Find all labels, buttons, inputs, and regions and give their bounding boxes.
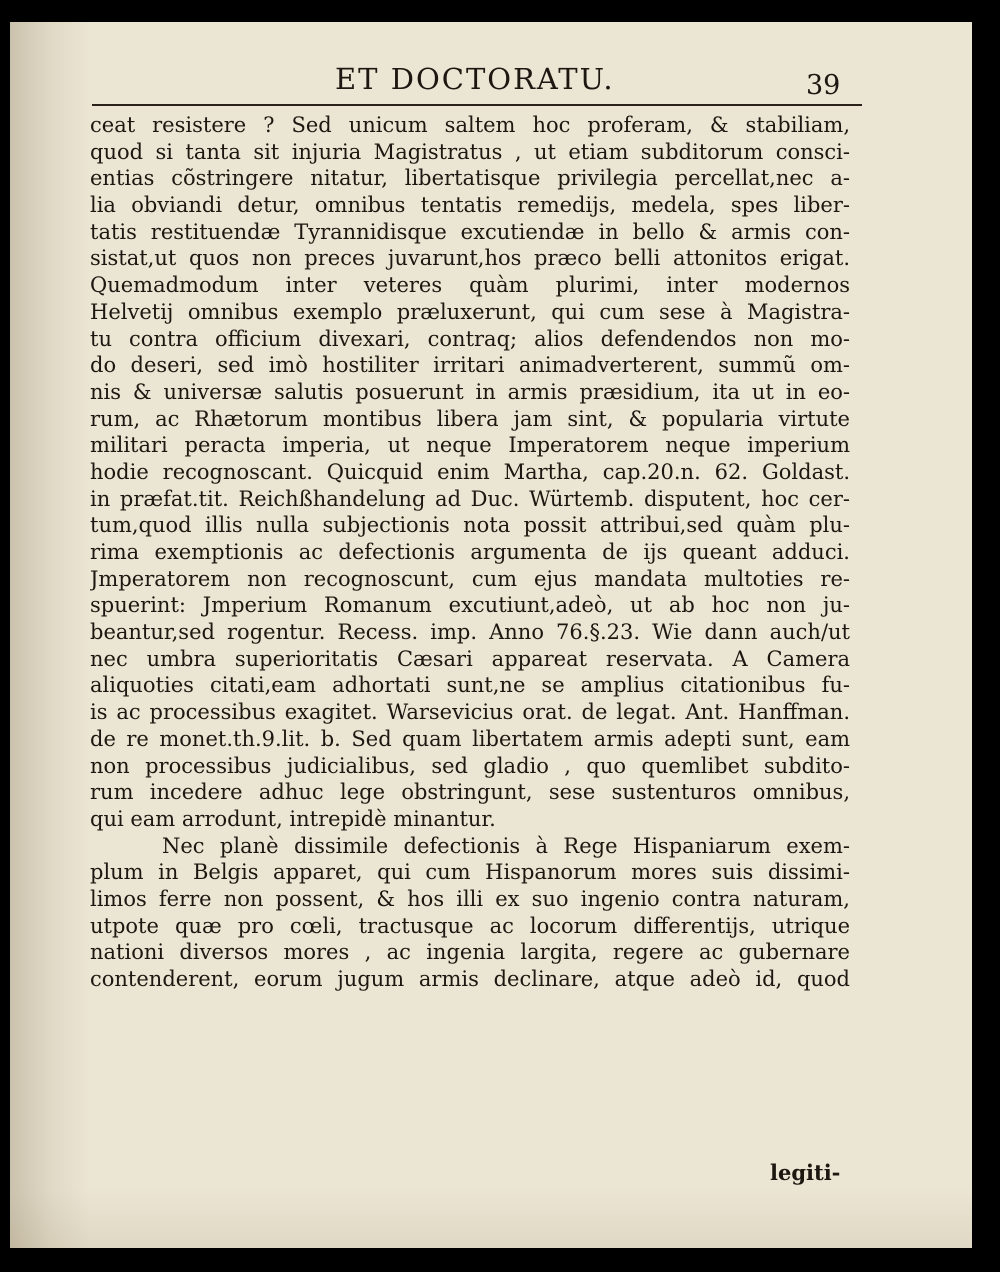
running-head — [10, 62, 972, 102]
text-line: Helvetij omnibus exemplo præluxerunt, qui cum sese à Magistra- — [90, 299, 850, 324]
book-page — [10, 22, 972, 1248]
text-line: Nec planè dissimile defectionis à Rege Hispaniarum exem- — [162, 833, 850, 858]
text-line: beantur,sed rogentur. Recess. imp. Anno 76.§.23. Wie dann auch/ut — [90, 620, 850, 645]
text-line: nationi diversos mores , ac ingenia largita, regere ac gubernare — [90, 940, 850, 965]
text-line: limos ferre non possent, & hos illi ex suo ingenio contra naturam, — [90, 886, 850, 911]
text-line: quod si tanta sit injuria Magistratus , ut etiam subditorum consci- — [90, 139, 850, 164]
body-text — [90, 112, 850, 993]
text-line: de re monet.th.9.lit. b. Sed quam libertatem armis adepti sunt, eam — [90, 726, 850, 751]
text-line: ceat resistere ? Sed unicum saltem hoc proferam, & stabiliam, — [90, 113, 850, 137]
text-line: rum incedere adhuc lege obstringunt, sese sustenturos omnibus, — [90, 780, 850, 805]
text-line: rima exemptionis ac defectionis argumenta de ijs queant adduci. — [90, 540, 850, 564]
text-line: aliquoties citati,eam adhortati sunt,ne se amplius citationibus fu- — [90, 673, 850, 698]
text-line: sistat,ut quos non preces juvarunt,hos præco belli attonitos erigat. — [90, 246, 850, 271]
text-line: tu contra officium divexari, contraq; alios defendendos non mo- — [90, 326, 850, 351]
text-line: in præfat.tit. Reichßhandelung ad Duc. Würtemb. disputent, hoc cer- — [90, 486, 850, 511]
text-line: Quemadmodum inter veteres quàm plurimi, inter modernos — [90, 273, 850, 298]
catchword: legiti- — [770, 1160, 841, 1185]
text-line: is ac processibus exagitet. Warsevicius orat. de legat. Ant. Hanffman. — [90, 700, 850, 725]
text-line: tum,quod illis nulla subjectionis nota possit attribui,sed quàm plu- — [90, 513, 850, 538]
text-line: militari peracta imperia, ut neque Imperatorem neque imperium — [90, 433, 850, 458]
running-head-title: ET DOCTORATU. — [335, 62, 615, 96]
text-line: nis & universæ salutis posuerunt in armis præsidium, ita ut in eo- — [90, 379, 850, 404]
text-line: tatis restituendæ Tyrannidisque excutiendæ in bello & armis con- — [90, 219, 850, 244]
text-line: do deseri, sed imò hostiliter irritari animadverterent, summũ om- — [90, 353, 850, 378]
head-rule — [92, 104, 862, 106]
text-line: plum in Belgis apparet, qui cum Hispanorum mores suis dissimi- — [90, 860, 850, 885]
text-line: non processibus judicialibus, sed gladio , quo quemlibet subdito- — [90, 753, 850, 778]
text-line: spuerint: Jmperium Romanum excutiunt,adeò, ut ab hoc non ju- — [90, 593, 850, 618]
text-line: nec umbra superioritatis Cæsari appareat reservata. A Camera — [90, 646, 850, 671]
text-line: rum, ac Rhætorum montibus libera jam sint, & popularia virtute — [90, 406, 850, 431]
text-line: Jmperatorem non recognoscunt, cum ejus mandata multoties re- — [90, 566, 850, 591]
text-line: contenderent, eorum jugum armis declinare, atque adeò id, quod — [90, 967, 850, 991]
page-number: 39 — [806, 70, 841, 101]
text-line: utpote quæ pro cœli, tractusque ac locorum differentijs, utrique — [90, 913, 850, 938]
text-line: lia obviandi detur, omnibus tentatis remedijs, medela, spes liber- — [90, 193, 850, 218]
text-line: entias cõstringere nitatur, libertatisque privilegia percellat,nec a- — [90, 166, 850, 191]
text-line: hodie recognoscant. Quicquid enim Martha, cap.20.n. 62. Goldast. — [90, 459, 850, 484]
text-line: qui eam arrodunt, intrepidè minantur. — [90, 806, 496, 831]
